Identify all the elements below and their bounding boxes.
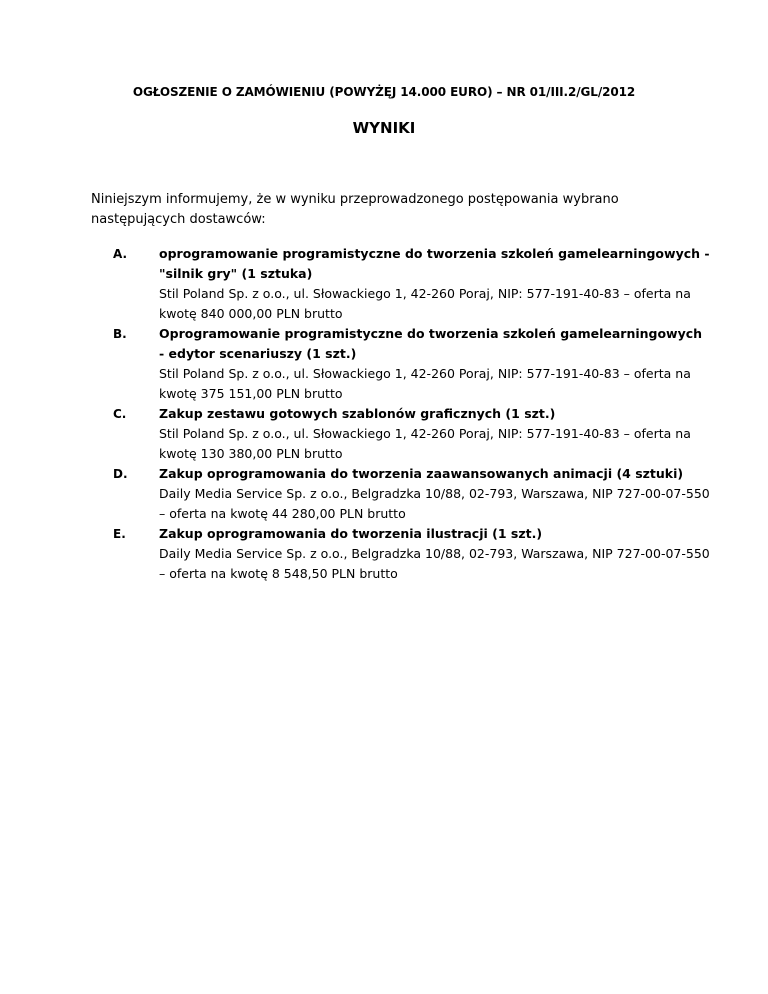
supplier-item-title: Zakup oprogramowania do tworzenia zaawansowanych animacji (4 sztuki) (159, 466, 684, 481)
supplier-letter: B. (113, 327, 127, 341)
supplier-item-e (91, 524, 711, 584)
announcement-header: OGŁOSZENIE O ZAMÓWIENIU (POWYŻĘJ 14.000 EURO) – NR 01/III.2/GL/2012 (132, 85, 636, 99)
supplier-item-d (91, 464, 711, 524)
supplier-item-title: Zakup zestawu gotowych szablonów graficznych (1 szt.) (159, 406, 556, 421)
intro-paragraph: Niniejszym informujemy, że w wyniku przeprowadzonego postępowania wybrano następujących dostawców: (91, 192, 619, 227)
supplier-details: Stil Poland Sp. z o.o., ul. Słowackiego 1, 42-260 Poraj, NIP: 577-191-40-83 – oferta na kwotę 840 000,00 PLN brutto (159, 286, 691, 321)
supplier-item-title: Zakup oprogramowania do tworzenia ilustracji (1 szt.) (159, 526, 543, 541)
supplier-letter: A. (113, 247, 128, 261)
supplier-item-title: Oprogramowanie programistyczne do tworzenia szkoleń gamelearningowych - edytor scenariuszy (1 szt.) (159, 326, 703, 361)
supplier-item-c (91, 404, 711, 464)
supplier-details: Daily Media Service Sp. z o.o., Belgradzka 10/88, 02-793, Warszawa, NIP 727-00-07-550 – oferta na kwotę 8 548,50 PLN brutto (159, 546, 710, 581)
supplier-item-b (91, 324, 711, 404)
supplier-letter: D. (113, 467, 128, 481)
supplier-letter: C. (113, 407, 127, 421)
supplier-details: Stil Poland Sp. z o.o., ul. Słowackiego 1, 42-260 Poraj, NIP: 577-191-40-83 – oferta na kwotę 375 151,00 PLN brutto (159, 366, 691, 401)
supplier-item-a (91, 244, 711, 324)
page-title: WYNIKI (352, 119, 416, 137)
supplier-item-title: oprogramowanie programistyczne do tworzenia szkoleń gamelearningowych - "silnik gry" (1 sztuka) (159, 246, 710, 281)
supplier-details: Daily Media Service Sp. z o.o., Belgradzka 10/88, 02-793, Warszawa, NIP 727-00-07-550 – oferta na kwotę 44 280,00 PLN brutto (159, 486, 710, 521)
supplier-details: Stil Poland Sp. z o.o., ul. Słowackiego 1, 42-260 Poraj, NIP: 577-191-40-83 – oferta na kwotę 130 380,00 PLN brutto (159, 426, 691, 461)
supplier-letter: E. (113, 527, 126, 541)
supplier-list (91, 244, 711, 584)
